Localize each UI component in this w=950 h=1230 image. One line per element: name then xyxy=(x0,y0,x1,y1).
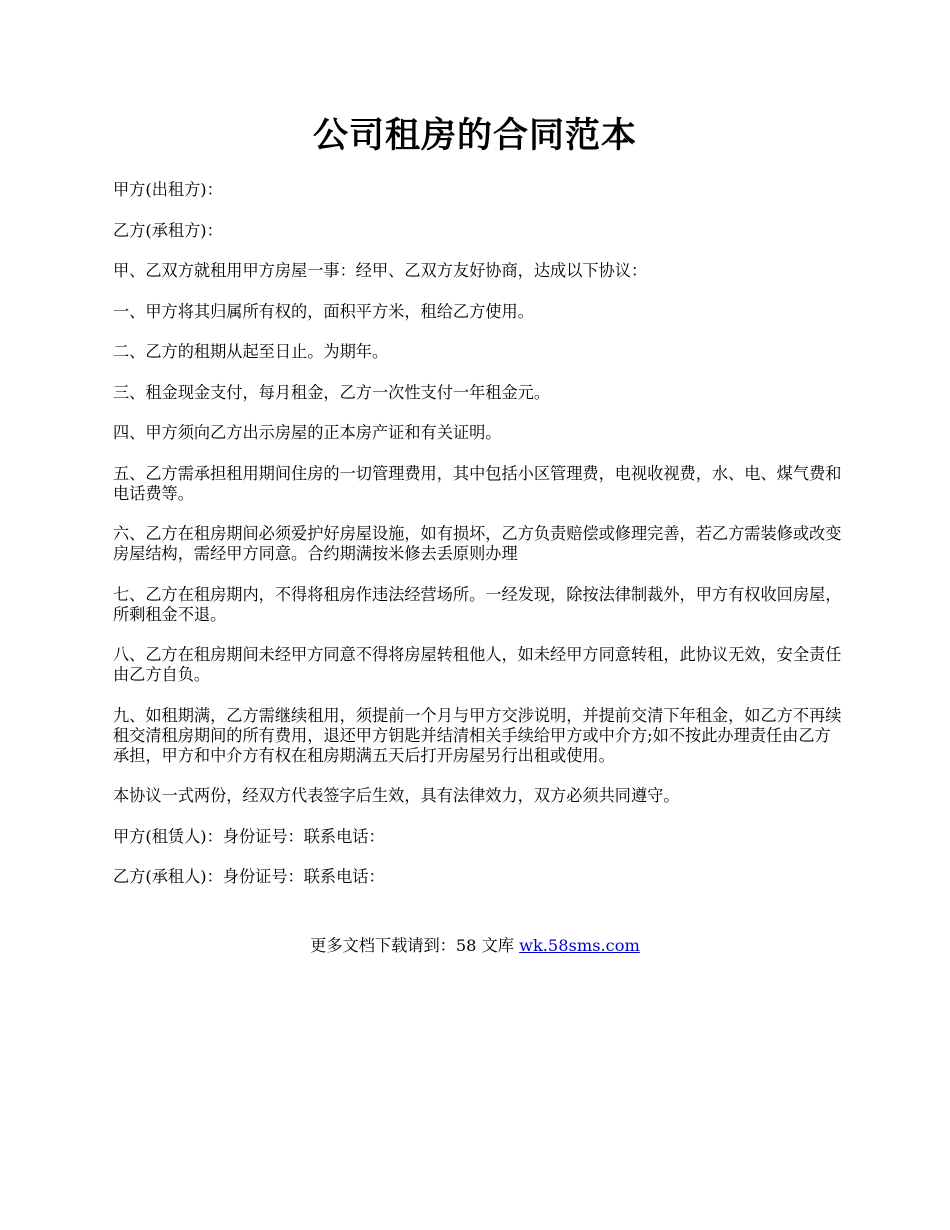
download-footer xyxy=(0,936,950,956)
clause-1: 一、甲方将其归属所有权的，面积平方米，租给乙方使用。 xyxy=(113,301,534,321)
clause-5: 五、乙方需承担租用期间住房的一切管理费用，其中包括小区管理费，电视收视费，水、电、煤气费和电话费等。 xyxy=(113,463,842,503)
signature-party-b: 乙方(承租人)：身份证号：联系电话： xyxy=(113,867,385,886)
clause-3: 三、租金现金支付，每月租金，乙方一次性支付一年租金元。 xyxy=(113,382,551,402)
document-body xyxy=(113,180,843,908)
clause-4: 四、甲方须向乙方出示房屋的正本房产证和有关证明。 xyxy=(113,423,502,442)
clause-preamble: 甲、乙双方就租用甲方房屋一事：经甲、乙双方友好协商，达成以下协议： xyxy=(113,261,648,280)
clause-party-b: 乙方(承租方)： xyxy=(113,220,223,240)
clause-6: 六、乙方在租房期间必须爱护好房屋设施，如有损坏，乙方负责赔偿或修理完善，若乙方需装修或改变房屋结构，需经甲方同意。合约期满按米修去丢原则办理 xyxy=(113,524,842,563)
document-title: 公司租房的合同范本 xyxy=(312,115,637,156)
signature-party-a: 甲方(租赁人)：身份证号：联系电话： xyxy=(113,826,385,846)
clause-8: 八、乙方在租房期间未经甲方同意不得将房屋转租他人，如未经甲方同意转租，此协议无效，安全责任由乙方自负。 xyxy=(113,645,842,684)
clause-party-a: 甲方(出租方)： xyxy=(113,180,223,199)
footer-text: 更多文档下载请到：58 文库 xyxy=(310,936,520,955)
clause-9: 九、如租期满，乙方需继续租用，须提前一个月与甲方交涉说明，并提前交清下年租金，如乙方不再续租交清租房期间的所有费用，退还甲方钥匙并结清相关手续给甲方或中介方;如不按此办理责任由乙方承担，甲方和中介方有权在租房期满五天后打开房屋另行出租或使用。 xyxy=(113,705,842,765)
clause-2: 二、乙方的租期从起至日止。为期年。 xyxy=(113,342,389,361)
clause-agreement: 本协议一式两份，经双方代表签字后生效，具有法律效力，双方必须共同遵守。 xyxy=(113,786,680,805)
footer-link[interactable]: wk.58sms.com xyxy=(519,936,640,955)
clause-7: 七、乙方在租房期内，不得将租房作违法经营场所。一经发现，除按法律制裁外，甲方有权收回房屋，所剩租金不退。 xyxy=(113,584,842,624)
